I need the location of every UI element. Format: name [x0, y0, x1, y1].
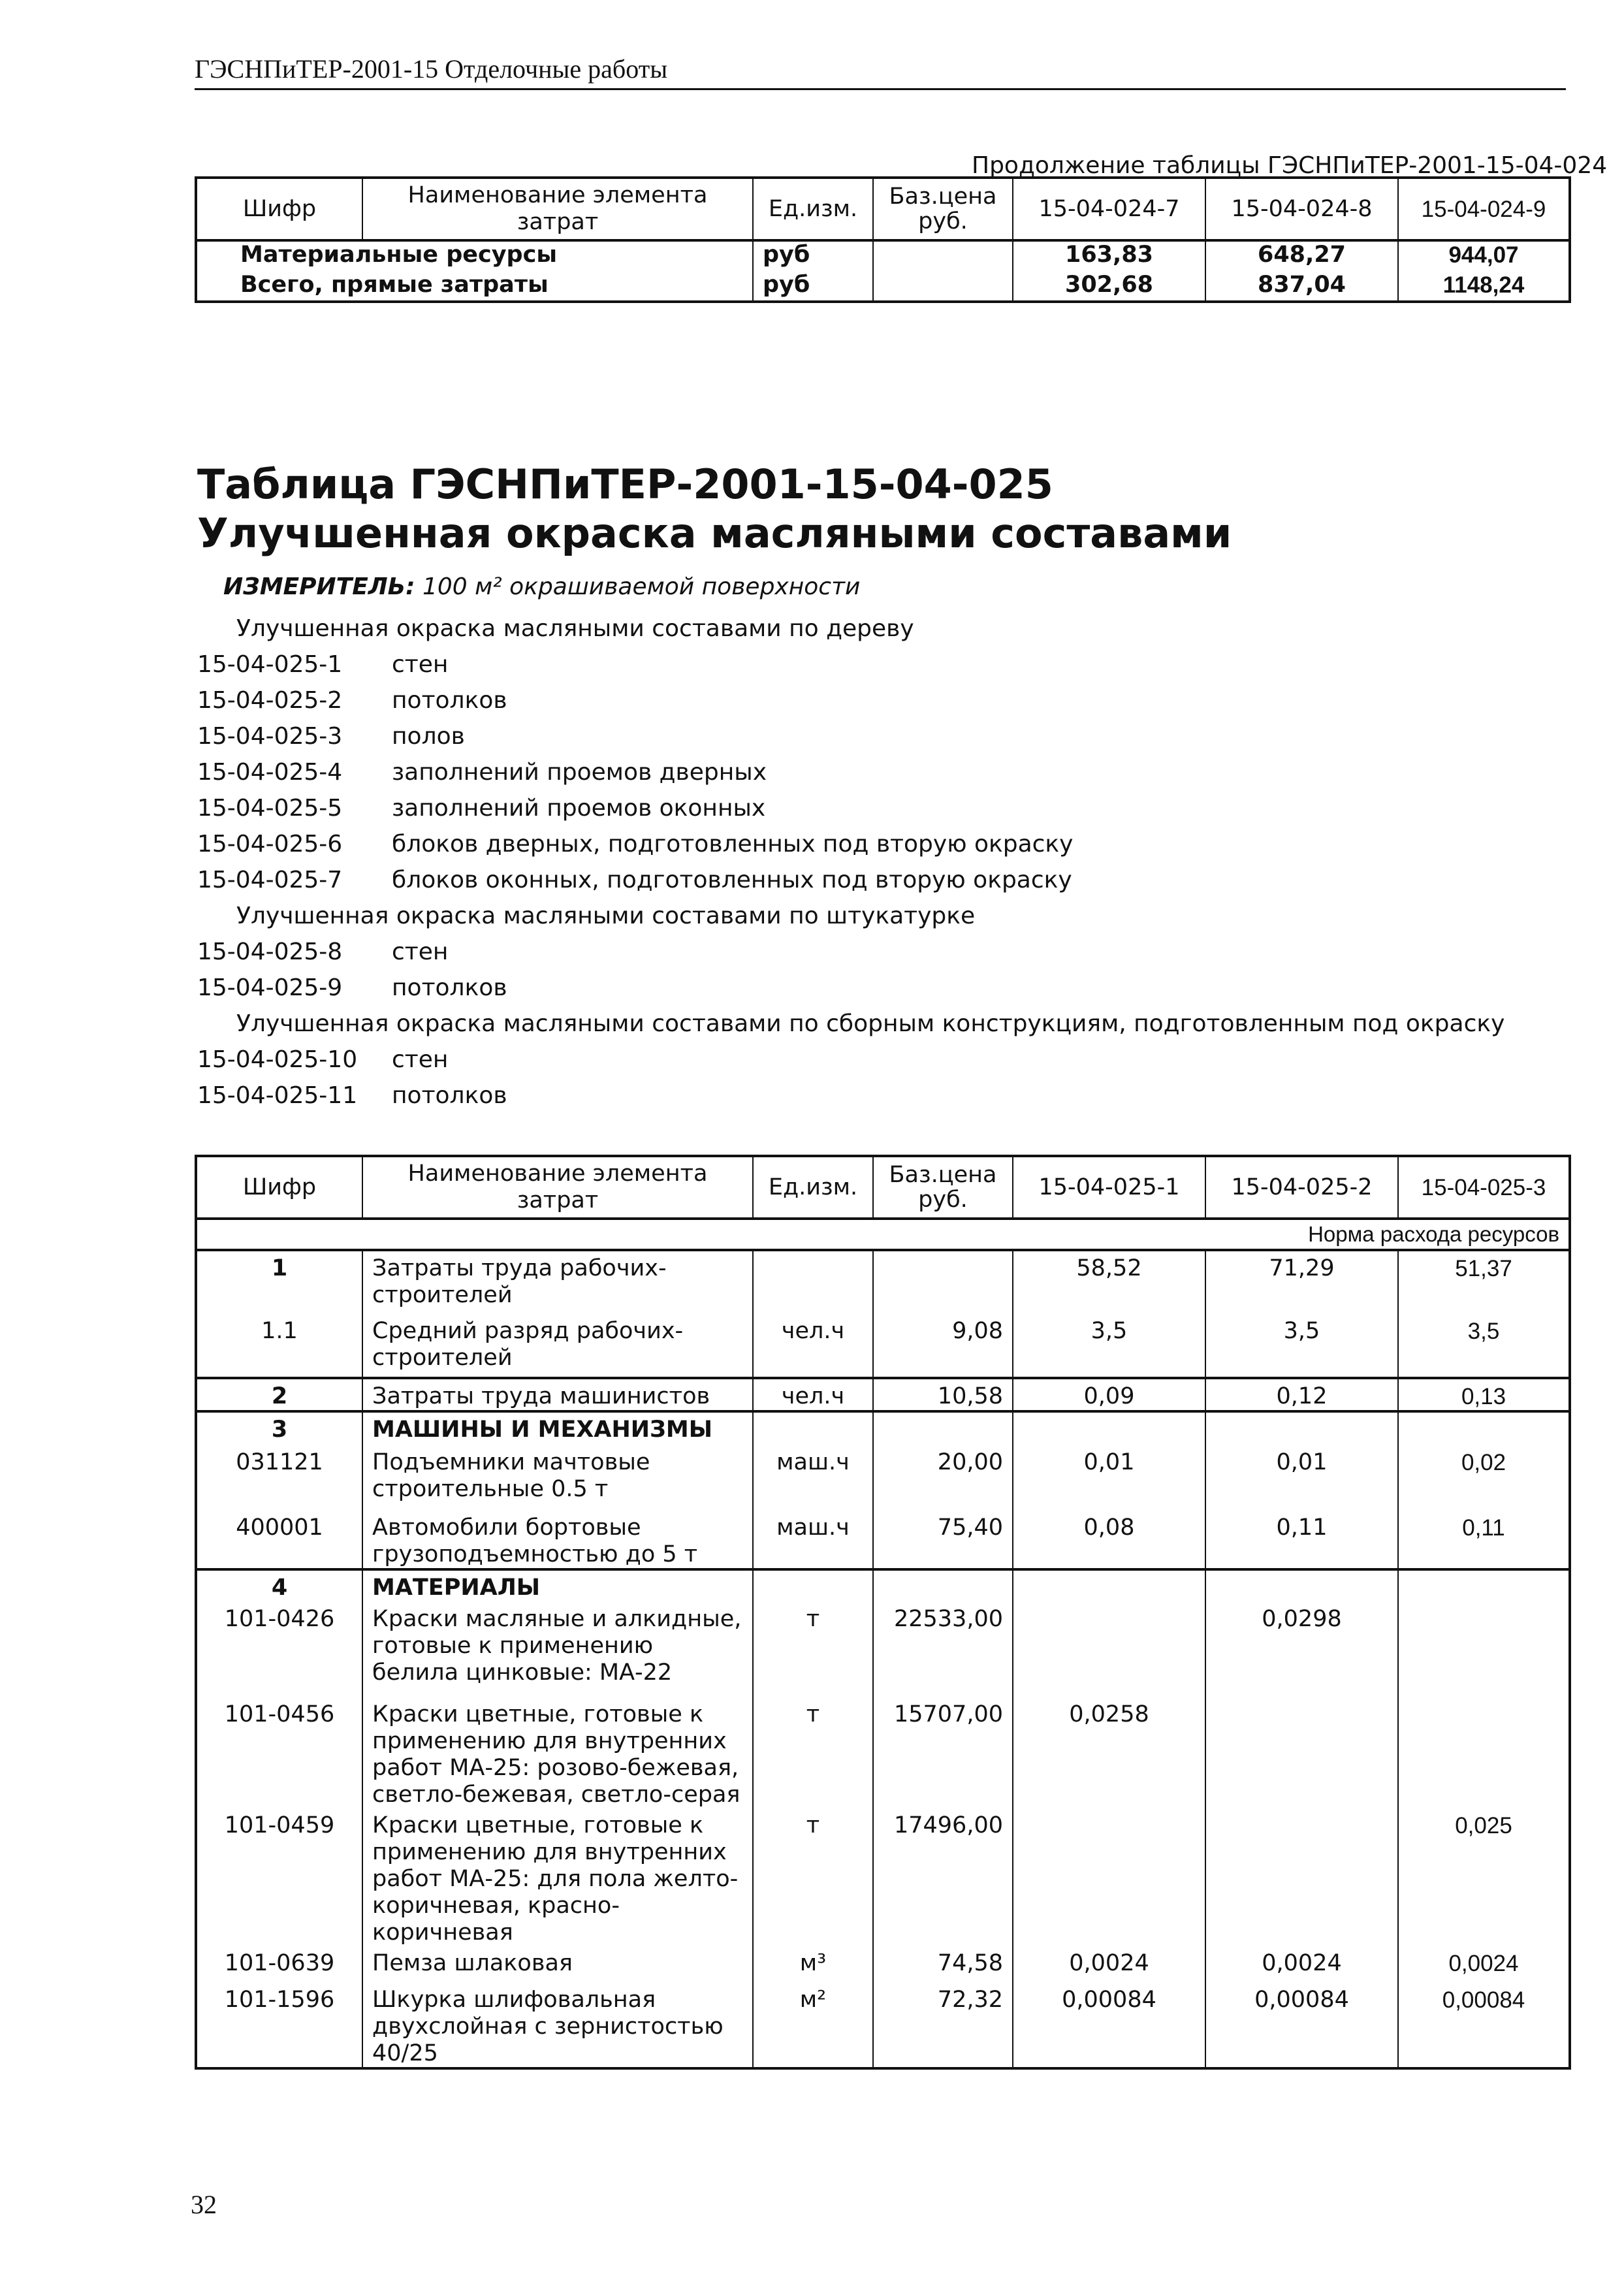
cell-v2: 0,12 [1205, 1378, 1398, 1411]
cell-price [873, 1250, 1013, 1314]
cell-v1 [1013, 1411, 1205, 1445]
cell-price: 74,58 [873, 1946, 1013, 1983]
cell-code: 101-0456 [196, 1697, 362, 1808]
list-item [197, 898, 1503, 934]
cell-price: 17496,00 [873, 1808, 1013, 1946]
cell-unit: чел.ч [753, 1314, 873, 1378]
cell-v2 [1205, 1808, 1398, 1946]
list-text: стен [392, 651, 449, 678]
cell-code: 1 [196, 1250, 362, 1314]
t1-row-v1: 163,83 [1013, 240, 1205, 272]
list-code: 15-04-025-2 [197, 687, 343, 714]
cell-unit: маш.ч [753, 1511, 873, 1569]
list-text: потолков [392, 687, 507, 714]
table-row [196, 1378, 1570, 1411]
cell-v3: 3,5 [1398, 1314, 1570, 1378]
t2-header-col1: 15-04-025-1 [1013, 1156, 1205, 1219]
table-row [196, 1602, 1570, 1697]
list-code: 15-04-025-7 [197, 867, 343, 893]
list-text: стен [392, 1046, 449, 1073]
cell-v1 [1013, 1569, 1205, 1602]
cell-v1: 0,00084 [1013, 1983, 1205, 2068]
table-row [196, 240, 1570, 272]
list-text: блоков оконных, подготовленных под вторую окраску [392, 867, 1072, 893]
table-row [196, 1946, 1570, 1983]
cell-v2: 3,5 [1205, 1314, 1398, 1378]
cell-v1: 0,09 [1013, 1378, 1205, 1411]
cell-v2 [1205, 1569, 1398, 1602]
t1-header-code: Шифр [196, 178, 362, 240]
cell-v2: 0,00084 [1205, 1983, 1398, 2068]
cell-unit [753, 1411, 873, 1445]
list-item [197, 682, 1503, 718]
table-row [196, 1411, 1570, 1445]
cell-v1: 0,0258 [1013, 1697, 1205, 1808]
t1-header-col2: 15-04-024-8 [1205, 178, 1398, 240]
cell-v2 [1205, 1697, 1398, 1808]
measure-line [223, 573, 860, 600]
cell-unit: чел.ч [753, 1378, 873, 1411]
cell-v2: 71,29 [1205, 1250, 1398, 1314]
table-row [196, 1250, 1570, 1314]
cell-code: 4 [196, 1569, 362, 1602]
cell-unit: т [753, 1602, 873, 1697]
list-code: 15-04-025-9 [197, 974, 343, 1001]
cell-v3: 0,0024 [1398, 1946, 1570, 1983]
cell-name: Автомобили бортовые грузоподъемностью до 5 т [362, 1511, 753, 1569]
cell-price [873, 1569, 1013, 1602]
list-text: стен [392, 938, 449, 965]
code-list [197, 611, 1503, 1114]
cell-v2: 0,0298 [1205, 1602, 1398, 1697]
t1-row-v2: 648,27 [1205, 240, 1398, 272]
list-text: заполнений проемов оконных [392, 795, 766, 822]
cell-code: 400001 [196, 1511, 362, 1569]
t2-header-col3: 15-04-025-3 [1398, 1156, 1570, 1219]
cell-v1: 58,52 [1013, 1250, 1205, 1314]
cell-name: Краски масляные и алкидные, готовые к применению белила цинковые: МА-22 [362, 1602, 753, 1697]
t2-header-code: Шифр [196, 1156, 362, 1219]
cell-v3: 0,00084 [1398, 1983, 1570, 2068]
cell-name: Затраты труда рабочих-строителей [362, 1250, 753, 1314]
cell-v3 [1398, 1569, 1570, 1602]
t1-header-col1: 15-04-024-7 [1013, 178, 1205, 240]
cell-code: 101-1596 [196, 1983, 362, 2068]
list-item [197, 611, 1503, 647]
list-group-heading: Улучшенная окраска масляными составами по дереву [236, 615, 914, 642]
cell-code: 1.1 [196, 1314, 362, 1378]
cell-name: Подъемники мачтовые строительные 0.5 т [362, 1445, 753, 1511]
list-text: полов [392, 723, 465, 750]
t1-row-unit: руб [753, 272, 873, 302]
cell-unit: т [753, 1808, 873, 1946]
table-row [196, 1511, 1570, 1569]
cell-v1: 0,01 [1013, 1445, 1205, 1511]
cell-name: Пемза шлаковая [362, 1946, 753, 1983]
measure-label: ИЗМЕРИТЕЛЬ: [223, 573, 415, 600]
list-text: потолков [392, 974, 507, 1001]
list-code: 15-04-025-3 [197, 723, 343, 750]
list-item [197, 718, 1503, 754]
table-row [196, 1569, 1570, 1602]
cell-v3: 51,37 [1398, 1250, 1570, 1314]
cell-price: 15707,00 [873, 1697, 1013, 1808]
t1-row-v1: 302,68 [1013, 272, 1205, 302]
running-header: ГЭСНПиТЕР-2001-15 Отделочные работы [195, 54, 668, 84]
cell-name: Шкурка шлифовальная двухслойная с зернистостью 40/25 [362, 1983, 753, 2068]
list-item [197, 862, 1503, 898]
cell-price: 10,58 [873, 1378, 1013, 1411]
t1-header-col3: 15-04-024-9 [1398, 178, 1570, 240]
list-item [197, 790, 1503, 826]
table-subtitle: Улучшенная окраска масляными составами [197, 509, 1232, 557]
list-code: 15-04-025-6 [197, 831, 343, 858]
t1-row-name: Всего, прямые затраты [196, 272, 753, 302]
table-row [196, 1808, 1570, 1946]
page-number: 32 [191, 2190, 217, 2219]
cell-name: Средний разряд рабочих-строителей [362, 1314, 753, 1378]
cell-v2: 0,01 [1205, 1445, 1398, 1511]
t2-header-price: Баз.цена руб. [873, 1156, 1013, 1219]
header-rule [195, 88, 1566, 90]
t1-row-unit: руб [753, 240, 873, 272]
table-title: Таблица ГЭСНПиТЕР-2001-15-04-025 [197, 460, 1053, 508]
cell-unit: м² [753, 1983, 873, 2068]
list-group-heading: Улучшенная окраска масляными составами по сборным конструкциям, подготовленным под окраску [236, 1010, 1505, 1037]
list-code: 15-04-025-10 [197, 1046, 358, 1073]
cell-name: Краски цветные, готовые к применению для внутренних работ МА-25: розово-бежевая, светло-бежевая, светло-серая [362, 1697, 753, 1808]
cell-code: 2 [196, 1378, 362, 1411]
list-text: блоков дверных, подготовленных под вторую окраску [392, 831, 1074, 858]
cell-v3 [1398, 1411, 1570, 1445]
t1-row-v3: 1148,24 [1398, 272, 1570, 302]
cell-name: МАТЕРИАЛЫ [362, 1569, 753, 1602]
cell-code: 3 [196, 1411, 362, 1445]
t1-row-name: Материальные ресурсы [196, 240, 753, 272]
list-item [197, 1078, 1503, 1114]
list-item [197, 754, 1503, 790]
cell-code: 101-0459 [196, 1808, 362, 1946]
cell-unit: т [753, 1697, 873, 1808]
table1-caption: Продолжение таблицы ГЭСНПиТЕР-2001-15-04-024 [972, 152, 1608, 179]
cell-price: 20,00 [873, 1445, 1013, 1511]
list-item [197, 1042, 1503, 1078]
cell-unit: м³ [753, 1946, 873, 1983]
cell-v1: 3,5 [1013, 1314, 1205, 1378]
table2 [195, 1155, 1571, 2070]
t1-row-v3: 944,07 [1398, 240, 1570, 272]
cell-v2 [1205, 1411, 1398, 1445]
t2-header-name: Наименование элемента затрат [362, 1156, 753, 1219]
cell-price: 9,08 [873, 1314, 1013, 1378]
cell-v3: 0,13 [1398, 1378, 1570, 1411]
cell-name: Затраты труда машинистов [362, 1378, 753, 1411]
cell-v2: 0,0024 [1205, 1946, 1398, 1983]
cell-v3 [1398, 1602, 1570, 1697]
list-text: потолков [392, 1082, 507, 1109]
cell-price: 75,40 [873, 1511, 1013, 1569]
list-item [197, 1006, 1503, 1042]
cell-v1: 0,0024 [1013, 1946, 1205, 1983]
t1-header-name: Наименование элемента затрат [362, 178, 753, 240]
cell-unit [753, 1569, 873, 1602]
cell-code: 101-0426 [196, 1602, 362, 1697]
cell-unit [753, 1250, 873, 1314]
list-code: 15-04-025-11 [197, 1082, 358, 1109]
list-code: 15-04-025-5 [197, 795, 343, 822]
list-item [197, 826, 1503, 862]
cell-v1: 0,08 [1013, 1511, 1205, 1569]
cell-name: Краски цветные, готовые к применению для внутренних работ МА-25: для пола желто-коричневая, красно-коричневая [362, 1808, 753, 1946]
table-row [196, 1445, 1570, 1511]
table1 [195, 176, 1571, 303]
list-item [197, 970, 1503, 1006]
cell-v1 [1013, 1808, 1205, 1946]
cell-price: 72,32 [873, 1983, 1013, 2068]
list-item [197, 934, 1503, 970]
t1-header-price: Баз.цена руб. [873, 178, 1013, 240]
table-row [196, 272, 1570, 302]
list-code: 15-04-025-1 [197, 651, 343, 678]
cell-price: 22533,00 [873, 1602, 1013, 1697]
t1-header-unit: Ед.изм. [753, 178, 873, 240]
cell-code: 101-0639 [196, 1946, 362, 1983]
table-row [196, 1983, 1570, 2068]
list-group-heading: Улучшенная окраска масляными составами по штукатурке [236, 903, 976, 929]
cell-v2: 0,11 [1205, 1511, 1398, 1569]
cell-v3: 0,025 [1398, 1808, 1570, 1946]
t1-row-v2: 837,04 [1205, 272, 1398, 302]
cell-v3 [1398, 1697, 1570, 1808]
norm-label: Норма расхода ресурсов [196, 1219, 1570, 1250]
cell-code: 031121 [196, 1445, 362, 1511]
cell-v1 [1013, 1602, 1205, 1697]
cell-name: МАШИНЫ И МЕХАНИЗМЫ [362, 1411, 753, 1445]
cell-v3: 0,02 [1398, 1445, 1570, 1511]
cell-v3: 0,11 [1398, 1511, 1570, 1569]
t2-header-col2: 15-04-025-2 [1205, 1156, 1398, 1219]
list-text: заполнений проемов дверных [392, 759, 767, 786]
t2-header-unit: Ед.изм. [753, 1156, 873, 1219]
measure-value: 100 м² окрашиваемой поверхности [422, 573, 861, 600]
list-code: 15-04-025-4 [197, 759, 343, 786]
table-row [196, 1697, 1570, 1808]
cell-price [873, 1411, 1013, 1445]
list-code: 15-04-025-8 [197, 938, 343, 965]
list-item [197, 647, 1503, 682]
table-row [196, 1314, 1570, 1378]
cell-unit: маш.ч [753, 1445, 873, 1511]
